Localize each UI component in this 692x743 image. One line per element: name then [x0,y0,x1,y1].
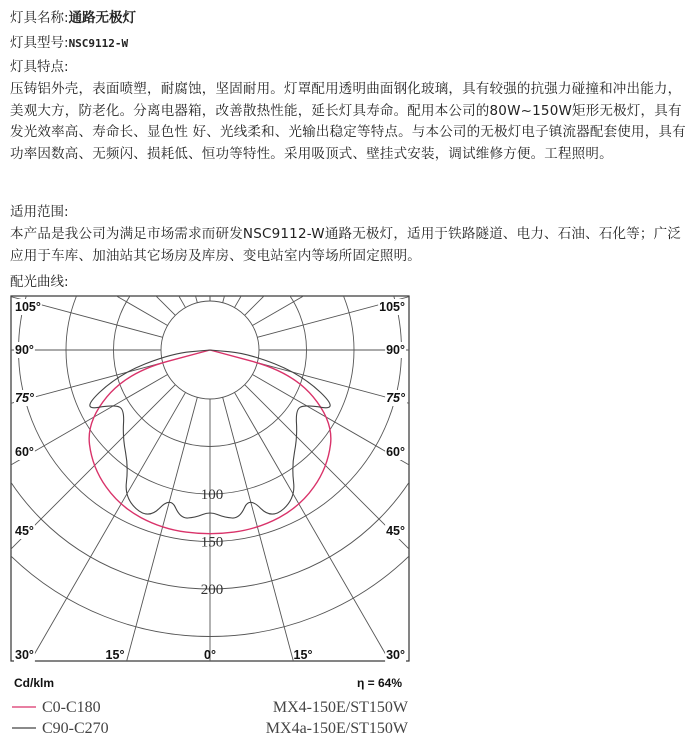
angle-label-left: 30° [15,648,34,662]
angle-label-center: 0° [204,648,216,662]
legend-label: C90-C270 [42,720,109,737]
scope-title: 适用范围: [10,204,69,220]
lamp-name-row [10,8,136,29]
angle-label-right: 105° [379,300,405,314]
angle-label-right: 90° [386,343,405,357]
angle-label-left: 90° [15,343,34,357]
features-title: 灯具特点: [10,59,69,75]
lamp-label: MX4a-150E/ST150W [265,720,408,737]
lamp-model-value: NSC9112-W [68,37,129,50]
angle-label-right: 15° [293,648,313,662]
lamp-name-value: 通路无极灯 [68,10,137,26]
angle-label-left: 60° [15,445,34,459]
angle-label-right: 75° [386,391,405,405]
chart-footer [10,662,410,743]
curve-title: 配光曲线: [10,274,69,290]
features-text: 压铸铝外壳，表面喷塑，耐腐蚀，坚固耐用。灯罩配用透明曲面钢化玻璃，具有较强的抗强力碰撞和冲出能力，美观大方，防老化。分离电器箱，改善散热性能，延长灯具寿命。配用本公司的80W~150W矩形无极灯，具有发光效率高、寿命长、显色性 好、光线柔和、光输出稳定等特点。与本公司的无极灯电子镇流器配套使用，具有功率因数高、无频闪、损耗低、恒功等特性。采用吸顶式、壁挂式安装，调试维修方便。工程照明。 [10,81,686,162]
angle-label-left: 75° [15,391,34,405]
angle-label-left: 105° [15,300,41,314]
angle-label-right: 30° [386,648,405,662]
ring-label: 150 [200,534,224,551]
lamp-name-label: 灯具名称: [10,10,69,26]
angle-label-left: 15° [105,648,125,662]
legend-label: C0-C180 [42,699,101,716]
angle-label-left: 45° [15,524,34,538]
lamp-model-row [10,33,128,54]
ring-label: 200 [200,582,224,598]
angle-label-right: 45° [386,524,405,538]
efficiency-label: η = 64% [356,676,402,690]
lamp-model-label: 灯具型号: [10,35,69,51]
ring-label: 100 [200,487,224,503]
light-distribution-chart [10,295,410,743]
lamp-label: MX4-150E/ST150W [272,699,408,716]
angle-label-right: 60° [386,445,405,459]
unit-label: Cd/klm [14,676,55,690]
scope-text: 本产品是我公司为满足市场需求而研发NSC9112-W通路无极灯，适用于铁路隧道、电力、石油、石化等；广泛应用于车库、加油站其它场房及库房、变电站室内等场所固定照明。 [10,226,682,264]
